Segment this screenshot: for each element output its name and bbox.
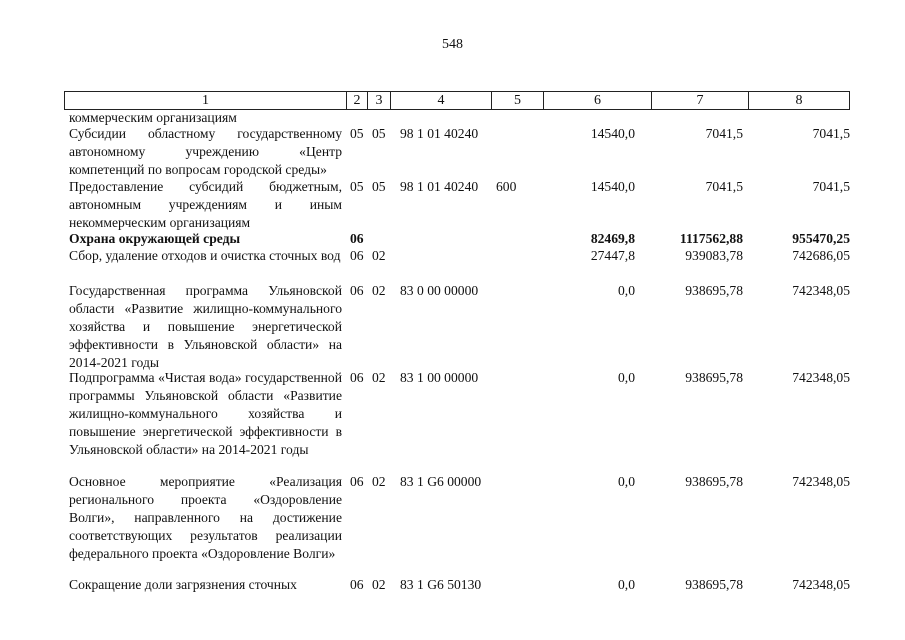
row-value-8: 742686,05 [792,248,850,263]
row-value-6: 14540,0 [590,126,635,141]
row-value-6: 0,0 [618,577,635,592]
column-header-6: 6 [543,92,651,109]
row-subsection: 05 [372,179,386,194]
row-value-6: 14540,0 [590,179,635,194]
row-section: 06 [350,283,364,298]
row-section: 05 [350,126,364,141]
row-value-7: 7041,5 [705,126,743,141]
row-value-7: 938695,78 [685,474,743,489]
row-value-8: 7041,5 [812,179,850,194]
row-value-6: 82469,8 [590,231,635,246]
column-header-2: 2 [346,92,367,109]
row-value-8: 742348,05 [792,577,850,592]
row-value-8: 742348,05 [792,474,850,489]
row-description: Основное мероприятие «Реализация регионального проекта «Оздоровление Волги», направленного на достижение соответствующих результатов реализации федерального проекта «Оздоровление Волги» [69,474,342,561]
row-value-8: 955470,25 [792,231,850,246]
row-subsection: 02 [372,474,386,489]
row-description: Субсидии областному государственному автономному учреждению «Центр компетенций по вопросам городской среды» [69,126,342,177]
row-description: коммерческим организациям [69,110,237,125]
row-value-7: 938695,78 [685,577,743,592]
row-section: 06 [350,474,364,489]
row-section: 06 [350,370,364,385]
row-section: 06 [350,231,364,246]
row-target-code: 98 1 01 40240 [400,179,479,194]
row-value-7: 7041,5 [705,179,743,194]
row-value-6: 0,0 [618,370,635,385]
table-header [64,91,850,110]
row-description: Охрана окружающей среды [69,231,241,246]
row-subsection: 02 [372,577,386,592]
row-value-7: 938695,78 [685,370,743,385]
column-header-8: 8 [748,92,849,109]
row-value-8: 7041,5 [812,126,850,141]
row-value-7: 1117562,88 [679,231,743,246]
row-description: Сокращение доли загрязнения сточных [69,577,297,592]
row-expense-type: 600 [496,179,517,194]
row-section: 05 [350,179,364,194]
column-header-1: 1 [202,93,209,108]
column-header-5: 5 [491,92,543,109]
column-header-3: 3 [367,92,390,109]
row-subsection: 02 [372,283,386,298]
row-value-8: 742348,05 [792,370,850,385]
row-subsection: 02 [372,248,386,263]
page-number: 548 [442,37,463,52]
row-subsection: 02 [372,370,386,385]
row-subsection: 05 [372,126,386,141]
row-section: 06 [350,577,364,592]
row-value-7: 938695,78 [685,283,743,298]
row-value-7: 939083,78 [685,248,743,263]
row-target-code: 83 1 G6 00000 [400,474,482,489]
row-target-code: 83 0 00 00000 [400,283,479,298]
row-description: Сбор, удаление отходов и очистка сточных вод [69,248,341,263]
row-value-6: 27447,8 [590,248,635,263]
column-header-4: 4 [390,92,491,109]
row-section: 06 [350,248,364,263]
column-header-7: 7 [651,92,748,109]
row-description: Подпрограмма «Чистая вода» государственной программы Ульяновской области «Развитие жилищно-коммунального хозяйства и повышение энергетической эффективности в Ульяновской области» на 2014-2021 годы [69,370,342,457]
row-description: Государственная программа Ульяновской области «Развитие жилищно-коммунального хозяйства и повышение энергетической эффективности в Ульяновской области» на 2014-2021 годы [69,283,342,370]
row-target-code: 83 1 G6 50130 [400,577,482,592]
row-value-6: 0,0 [618,474,635,489]
row-value-6: 0,0 [618,283,635,298]
row-target-code: 98 1 01 40240 [400,126,479,141]
row-value-8: 742348,05 [792,283,850,298]
row-description: Предоставление субсидий бюджетным, автономным учреждениям и иным некоммерческим организациям [69,179,342,230]
row-target-code: 83 1 00 00000 [400,370,479,385]
